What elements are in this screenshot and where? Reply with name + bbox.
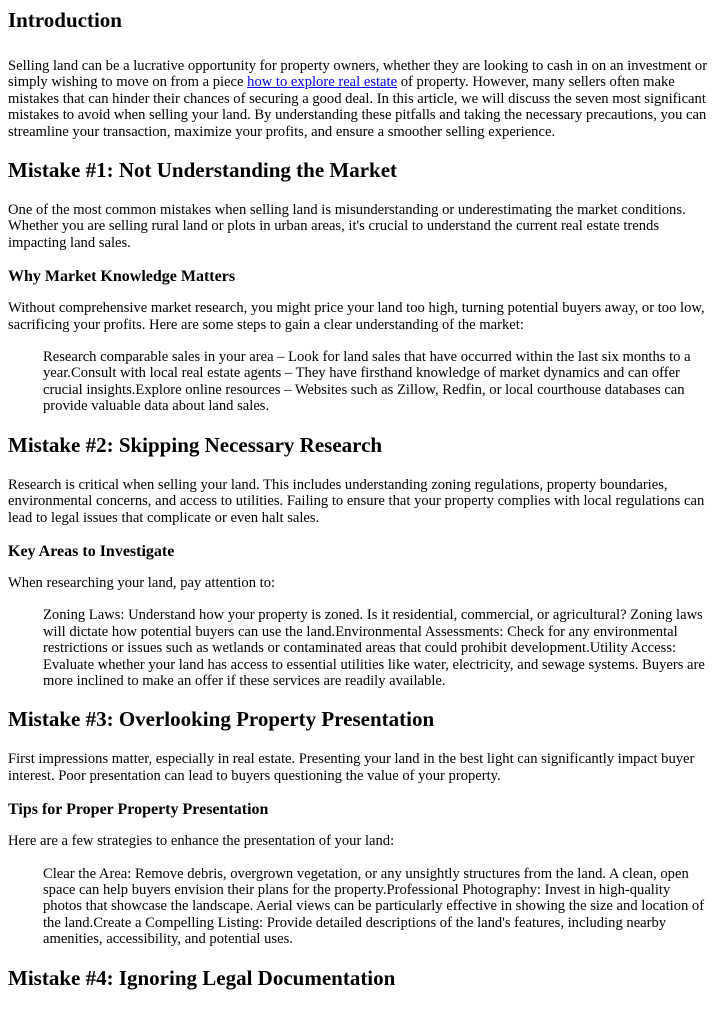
intro-text-after-link: of property. However, many sellers often make mistakes that can hinder their chances of securing a good deal. In this article, we will discuss the seven most significant mistakes to avoid when selling your land. By understanding these pitfalls and taking the necessary precautions, you can streamline your transaction, maximize your profits, and ensure a smoother selling experience. — [8, 74, 707, 140]
explore-real-estate-link[interactable]: how to explore real estate — [247, 74, 398, 91]
mistake1-subparagraph: Without comprehensive market research, you might price your land too high, turning potential buyers away, or too low, sacrificing your profits. Here are some steps to gain a clear understanding of the market: — [8, 300, 705, 333]
mistake2-subparagraph: When researching your land, pay attention to: — [8, 574, 276, 591]
mistake3-subparagraph: Here are a few strategies to enhance the presentation of your land: — [8, 833, 395, 850]
mistake1-list: Research comparable sales in your area – Look for land sales that have occurred within the last six months to a year.Consult with local real estate agents – They have firsthand knowledge of market dynamics and can offer crucial insights.Explore online resources – Websites such as Zillow, Redfin, or local courthouse databases can provide valuable data about land sales. — [43, 349, 691, 415]
mistake3-list: Clear the Area: Remove debris, overgrown vegetation, or any unsightly structures from the land. A clean, open space can help buyers envision their plans for the property.Professional Photography: Invest in high-quality photos that showcase the landscape. Aerial views can be particularly effective in showing the size and location of the land.Create a Compelling Listing: Provide detailed descriptions of the land's features, including nearby amenities, accessibility, and potential uses. — [43, 865, 705, 948]
mistake2-list: Zoning Laws: Understand how your property is zoned. Is it residential, commercial, or agricultural? Zoning laws will dictate how potential buyers can use the land.Environmental Assessments: Check for any environmental restrictions or issues such as wetlands or contaminated areas that could prohibit development.Utility Access: Evaluate whether your land has access to essential utilities like water, electricity, and sewage systems. Buyers are more inclined to make an offer if these services are readily available. — [43, 607, 705, 689]
mistake2-subheading: Key Areas to Investigate — [8, 542, 175, 560]
mistake1-paragraph: One of the most common mistakes when selling land is misunderstanding or underestimating the market conditions. Whether you are selling rural land or plots in urban areas, it's crucial to understand the current real estate trends impacting land sales. — [8, 202, 686, 251]
mistake3-paragraph: First impressions matter, especially in real estate. Presenting your land in the best light can significantly impact buyer interest. Poor presentation can lead to buyers questioning the value of your property. — [8, 751, 695, 784]
intro-text-before-link: Selling land can be a lucrative opportunity for property owners, whether they are looking to cash in on an investment or simply wishing to move on from a piece — [8, 58, 708, 91]
mistake1-heading: Mistake #1: Not Understanding the Market — [8, 158, 398, 183]
mistake2-paragraph: Research is critical when selling your land. This includes understanding zoning regulations, property boundaries, environmental concerns, and access to utilities. Failing to ensure that your property complies with local regulations can lead to legal issues that complicate or even halt sales. — [8, 476, 705, 526]
mistake3-heading: Mistake #3: Overlooking Property Presentation — [8, 707, 435, 732]
intro-paragraph — [8, 58, 712, 140]
mistake1-subheading: Why Market Knowledge Matters — [8, 268, 236, 286]
mistake2-heading: Mistake #2: Skipping Necessary Research — [8, 432, 383, 457]
mistake4-heading: Mistake #4: Ignoring Legal Documentation — [8, 965, 396, 990]
mistake3-subheading: Tips for Proper Property Presentation — [8, 801, 269, 819]
intro-heading: Introduction — [8, 8, 122, 32]
